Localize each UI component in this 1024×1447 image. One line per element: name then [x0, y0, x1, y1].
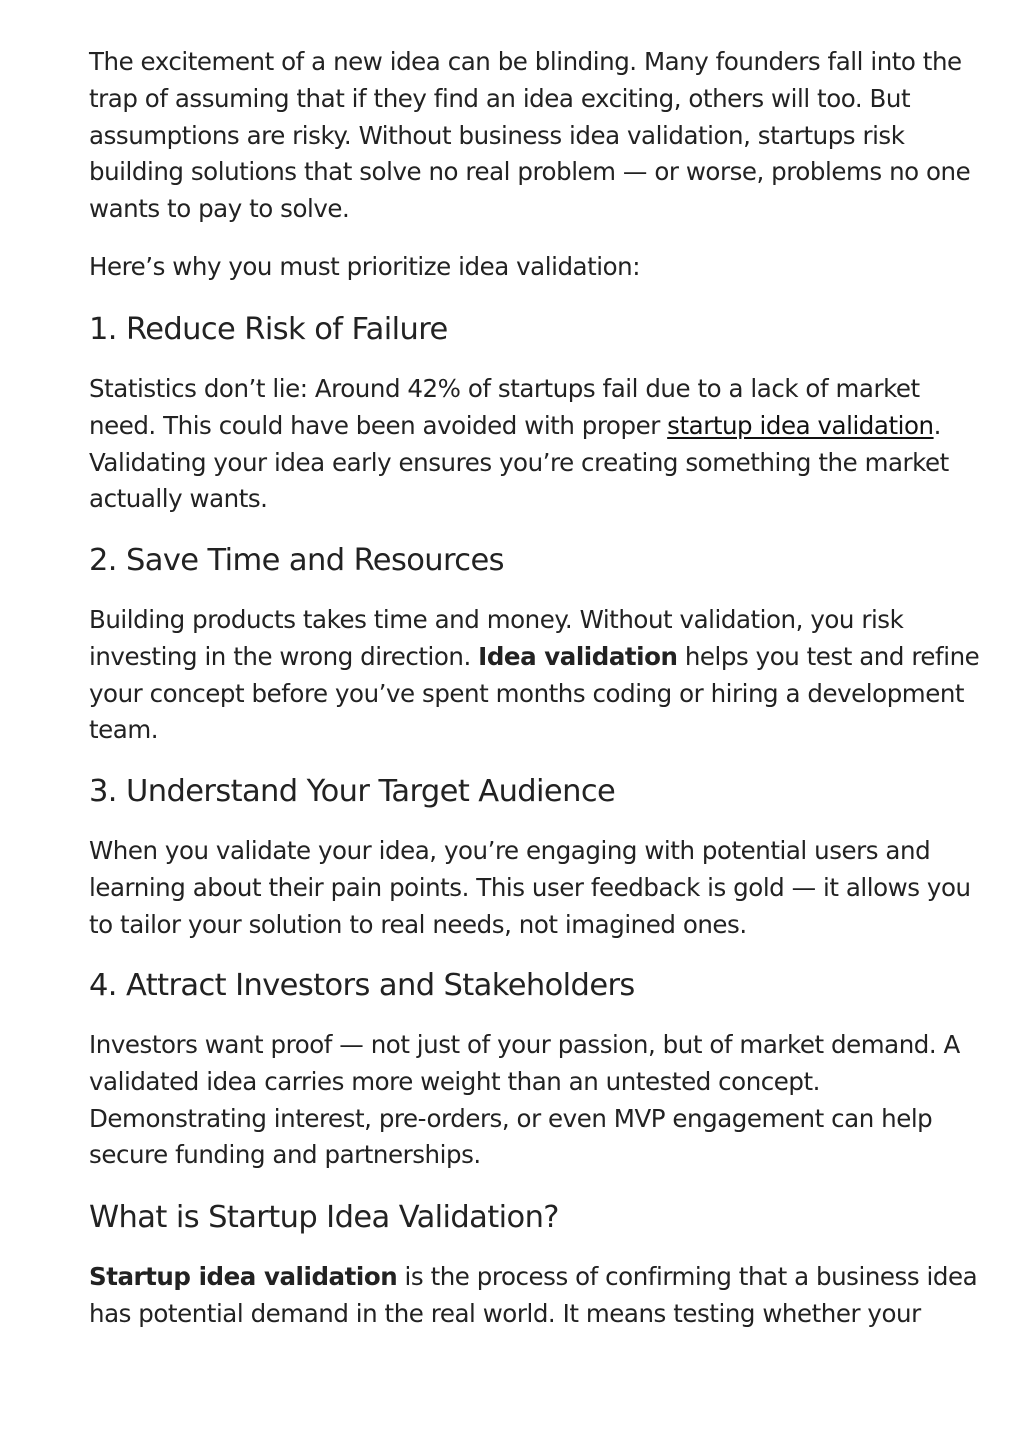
paragraph-text: Building products takes time and money. Without validation, you risk investing in the wrong direction. [89, 605, 904, 671]
section-paragraph-reduce-risk [89, 371, 989, 518]
paragraph-text: helps you test and refine your concept before you’ve spent months coding or hiring a development team. [89, 641, 980, 745]
bold-term: Idea validation [478, 641, 678, 671]
section-heading-save-time: 2. Save Time and Resources [89, 543, 504, 578]
section-heading-reduce-risk: 1. Reduce Risk of Failure [89, 312, 448, 347]
bold-term: Startup idea validation [89, 1262, 398, 1291]
section-heading-attract-investors: 4. Attract Investors and Stakeholders [89, 968, 635, 1003]
section-paragraph-target-audience: When you validate your idea, you’re engaging with potential users and learning about their pain points. This user feedback is gold — it allows you to tailor your solution to real needs, not imagined ones. [89, 836, 971, 939]
intro-lead-in: Here’s why you must prioritize idea validation: [89, 252, 641, 281]
startup-idea-validation-link[interactable]: startup idea validation [667, 410, 934, 440]
section-paragraph-attract-investors: Investors want proof — not just of your passion, but of market demand. A validated idea carries more weight than an untested concept. Demonstrating interest, pre-orders, or even MVP engagement can help secure funding and partnerships. [89, 1030, 960, 1170]
section-heading-what-is-validation: What is Startup Idea Validation? [89, 1200, 559, 1235]
paragraph-text: Statistics don’t lie: Around 42% of startups fail due to a lack of market need. This could have been avoided with proper [89, 374, 920, 440]
section-heading-target-audience: 3. Understand Your Target Audience [89, 774, 616, 809]
paragraph-text: is the process of confirming that a business idea has potential demand in the real world. It means testing whether your [89, 1262, 978, 1328]
section-paragraph-what-is-validation [89, 1259, 989, 1333]
paragraph-text: . Validating your idea early ensures you’re creating something the market actually wants. [89, 410, 949, 514]
section-paragraph-save-time [89, 602, 989, 749]
intro-paragraph: The excitement of a new idea can be blinding. Many founders fall into the trap of assuming that if they find an idea exciting, others will too. But assumptions are risky. Without business idea validation, startups risk building solutions that solve no real problem — or worse, problems no one wants to pay to solve. [89, 47, 971, 224]
